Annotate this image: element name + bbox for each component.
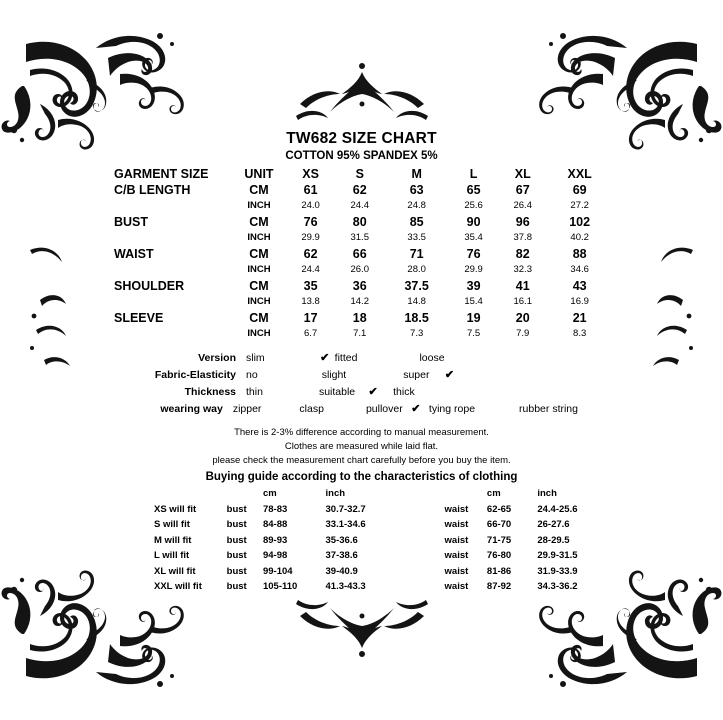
guide-header-blank2 <box>445 486 487 502</box>
cell-value: 13.8 <box>301 296 320 307</box>
unit-inch: INCH <box>247 296 271 307</box>
cell-value: 82 <box>515 247 530 261</box>
row-label: BUST <box>114 215 149 229</box>
guide-waist-word: waist <box>444 581 469 592</box>
guide-row <box>148 564 608 580</box>
guide-bust-inch: 41.3-43.3 <box>325 581 366 592</box>
guide-header-waist-inch: inch <box>537 488 557 499</box>
column-header-xxl: XXL <box>567 167 592 181</box>
option-row-wearing-way <box>148 400 578 417</box>
guide-waist-word: waist <box>444 550 469 561</box>
cell-value: 16.9 <box>570 296 589 307</box>
guide-bust-cm: 84-88 <box>262 519 288 530</box>
check-super-icon: ✔ <box>444 369 455 381</box>
guide-bust-word: bust <box>226 519 247 530</box>
cell-value: 21 <box>572 311 587 325</box>
option-label: wearing way <box>160 402 223 415</box>
guide-waist-word: waist <box>444 503 469 515</box>
check-suitable-icon: ✔ <box>368 386 378 398</box>
guide-waist-cm: 87-92 <box>486 581 512 592</box>
check-fitted-icon: ✔ <box>320 352 330 364</box>
guide-waist-inch: 26-27.6 <box>537 519 570 530</box>
guide-waist-inch: 24.4-25.6 <box>537 503 578 515</box>
column-header-s: S <box>355 167 364 181</box>
cell-value: 7.3 <box>410 328 424 339</box>
garment-characteristics <box>148 349 578 417</box>
cell-value: 16.1 <box>513 296 532 307</box>
table-row <box>112 246 612 262</box>
table-row <box>112 294 612 310</box>
column-header-l: L <box>469 167 478 181</box>
cell-value: 26.0 <box>350 264 369 275</box>
guide-bust-inch: 39-40.9 <box>325 565 358 577</box>
cell-value: 27.2 <box>570 200 589 211</box>
guide-bust-cm: 105-110 <box>262 581 298 592</box>
cell-value: 96 <box>515 215 530 229</box>
guide-bust-cm: 99-104 <box>262 565 293 577</box>
size-measurements-table <box>112 166 612 342</box>
cell-value: 32.3 <box>513 264 532 275</box>
row-label: SHOULDER <box>114 279 185 293</box>
cell-value: 88 <box>572 247 587 261</box>
table-row <box>112 230 612 246</box>
fabric-composition: COTTON 95% SPANDEX 5% <box>285 150 438 162</box>
cell-value: 24.0 <box>301 200 320 211</box>
option-row-thickness <box>148 383 578 400</box>
guide-bust-cm: 78-83 <box>262 503 288 515</box>
cell-value: 36 <box>352 279 367 293</box>
guide-size: XS will fit <box>154 503 197 515</box>
cell-value: 24.8 <box>407 200 426 211</box>
option-no: no <box>246 368 258 381</box>
guide-size: XXL will fit <box>154 581 202 592</box>
row-label: C/B LENGTH <box>114 183 191 197</box>
row-label-empty <box>112 294 232 310</box>
unit-inch: INCH <box>247 328 271 339</box>
cell-value: 29.9 <box>301 232 320 243</box>
unit-inch: INCH <box>247 200 271 211</box>
guide-header-empty <box>148 486 227 502</box>
cell-value: 43 <box>572 279 587 293</box>
row-label-empty <box>112 230 232 246</box>
guide-waist-cm: 81-86 <box>486 565 512 577</box>
cell-value: 19 <box>466 311 481 325</box>
cell-value: 28.0 <box>407 264 426 275</box>
cell-value: 62 <box>303 247 318 261</box>
row-label: WAIST <box>114 247 154 261</box>
unit-cm: CM <box>249 183 269 197</box>
guide-bust-word: bust <box>226 503 247 515</box>
column-header-xs: XS <box>302 167 319 181</box>
guide-bust-inch: 35-36.6 <box>325 534 358 546</box>
cell-value: 61 <box>303 183 318 197</box>
cell-value: 71 <box>409 247 424 261</box>
guide-header-row <box>148 486 608 502</box>
option-suitable: suitable <box>318 385 356 398</box>
option-label: Version <box>198 351 236 364</box>
cell-value: 35.4 <box>464 232 483 243</box>
cell-value: 85 <box>409 215 424 229</box>
option-pullover: pullover <box>365 402 403 415</box>
cell-value: 34.6 <box>570 264 589 275</box>
table-row <box>112 198 612 214</box>
guide-waist-inch: 28-29.5 <box>537 534 570 546</box>
option-tying-rope: tying rope <box>428 402 476 415</box>
unit-cm: CM <box>249 279 269 293</box>
note-line-3: please check the measurement chart carefully before you buy the item. <box>212 455 511 466</box>
cell-value: 15.4 <box>464 296 483 307</box>
cell-value: 66 <box>352 247 367 261</box>
garment-size-header: GARMENT SIZE <box>114 167 209 181</box>
note-line-2: Clothes are measured while laid flat. <box>284 441 439 452</box>
column-header-xl: XL <box>514 167 531 181</box>
option-loose: loose <box>419 351 445 364</box>
guide-bust-inch: 33.1-34.6 <box>325 519 366 530</box>
cell-value: 31.5 <box>350 232 369 243</box>
option-rubber-string: rubber string <box>519 402 578 415</box>
guide-size: S will fit <box>154 519 190 530</box>
cell-value: 67 <box>515 183 530 197</box>
cell-value: 76 <box>466 247 481 261</box>
row-label-empty <box>112 326 232 342</box>
cell-value: 6.7 <box>303 328 318 339</box>
note-line-1: There is 2-3% difference according to manual measurement. <box>234 427 489 438</box>
option-thick: thick <box>393 385 415 398</box>
option-row-elasticity <box>148 366 578 383</box>
guide-size: M will fit <box>154 534 192 546</box>
buying-guide-heading: Buying guide according to the characteristics of clothing <box>205 471 518 483</box>
guide-row <box>148 548 608 564</box>
guide-waist-word: waist <box>444 519 469 530</box>
option-clasp: clasp <box>299 402 324 415</box>
cell-value: 63 <box>409 183 424 197</box>
guide-waist-cm: 71-75 <box>486 534 512 546</box>
cell-value: 62 <box>352 183 367 197</box>
option-slim: slim <box>246 351 265 364</box>
option-zipper: zipper <box>232 402 262 415</box>
cell-value: 7.9 <box>516 328 530 339</box>
guide-bust-word: bust <box>226 581 247 592</box>
column-header-m: M <box>411 167 422 181</box>
cell-value: 26.4 <box>513 200 532 211</box>
guide-waist-inch: 29.9-31.5 <box>537 550 578 561</box>
guide-waist-inch: 34.3-36.2 <box>537 581 578 592</box>
guide-waist-cm: 76-80 <box>486 550 512 561</box>
option-slight: slight <box>321 368 347 381</box>
option-label: Fabric-Elasticity <box>154 368 236 381</box>
cell-value: 35 <box>303 279 318 293</box>
cell-value: 18 <box>352 311 367 325</box>
unit-cm: CM <box>249 311 269 325</box>
cell-value: 14.2 <box>350 296 369 307</box>
option-super: super <box>403 368 430 381</box>
cell-value: 17 <box>303 311 318 325</box>
guide-bust-inch: 37-38.6 <box>325 550 358 561</box>
option-thin: thin <box>246 385 263 398</box>
guide-header-blank <box>227 486 263 502</box>
row-label-empty <box>112 198 232 214</box>
guide-header-bust-inch: inch <box>325 488 346 499</box>
cell-value: 76 <box>303 215 318 229</box>
guide-size: L will fit <box>154 550 190 561</box>
cell-value: 7.1 <box>353 328 367 339</box>
cell-value: 65 <box>466 183 481 197</box>
guide-waist-word: waist <box>444 534 469 546</box>
measurement-notes <box>0 426 723 486</box>
cell-value: 18.5 <box>404 311 429 325</box>
check-pullover-icon: ✔ <box>411 403 421 415</box>
guide-row <box>148 533 608 549</box>
cell-value: 37.8 <box>513 232 532 243</box>
unit-cm: CM <box>249 215 269 229</box>
guide-row <box>148 579 608 595</box>
table-row <box>112 182 612 198</box>
cell-value: 7.5 <box>466 328 481 339</box>
cell-value: 20 <box>515 311 530 325</box>
guide-waist-inch: 31.9-33.9 <box>537 565 578 577</box>
guide-waist-cm: 66-70 <box>486 519 512 530</box>
row-label-empty <box>112 262 232 278</box>
cell-value: 14.8 <box>407 296 426 307</box>
cell-value: 29.9 <box>464 264 483 275</box>
guide-header-bust-cm: cm <box>262 488 277 499</box>
table-row <box>112 310 612 326</box>
guide-row <box>148 502 608 518</box>
cell-value: 25.6 <box>464 200 483 211</box>
cell-value: 37.5 <box>404 279 429 293</box>
cell-value: 80 <box>352 215 367 229</box>
table-row <box>112 326 612 342</box>
cell-value: 69 <box>572 183 587 197</box>
guide-bust-word: bust <box>226 534 247 546</box>
page-title: TW682 SIZE CHART <box>286 130 437 147</box>
guide-waist-cm: 62-65 <box>486 503 512 515</box>
cell-value: 90 <box>466 215 481 229</box>
cell-value: 24.4 <box>350 200 369 211</box>
guide-bust-word: bust <box>226 550 247 561</box>
unit-inch: INCH <box>247 264 271 275</box>
cell-value: 102 <box>569 215 591 229</box>
guide-bust-cm: 94-98 <box>262 550 288 561</box>
guide-header-waist-cm: cm <box>486 488 501 499</box>
guide-waist-word: waist <box>444 565 469 577</box>
table-header-row <box>112 166 612 182</box>
cell-value: 8.3 <box>573 328 587 339</box>
table-row <box>112 278 612 294</box>
cell-value: 39 <box>466 279 481 293</box>
unit-header: UNIT <box>244 167 274 181</box>
guide-bust-cm: 89-93 <box>262 534 288 546</box>
cell-value: 24.4 <box>301 264 320 275</box>
option-row-version <box>148 349 578 366</box>
cell-value: 41 <box>515 279 530 293</box>
guide-bust-word: bust <box>226 565 247 577</box>
unit-cm: CM <box>249 247 269 261</box>
guide-row <box>148 517 608 533</box>
buying-guide-table <box>148 486 608 595</box>
unit-inch: INCH <box>247 232 271 243</box>
table-row <box>112 214 612 230</box>
guide-bust-inch: 30.7-32.7 <box>325 503 366 515</box>
table-row <box>112 262 612 278</box>
cell-value: 40.2 <box>570 232 589 243</box>
cell-value: 33.5 <box>407 232 426 243</box>
option-label: Thickness <box>184 385 236 398</box>
option-fitted: fitted <box>334 351 358 364</box>
row-label: SLEEVE <box>114 311 164 325</box>
guide-size: XL will fit <box>154 565 196 577</box>
